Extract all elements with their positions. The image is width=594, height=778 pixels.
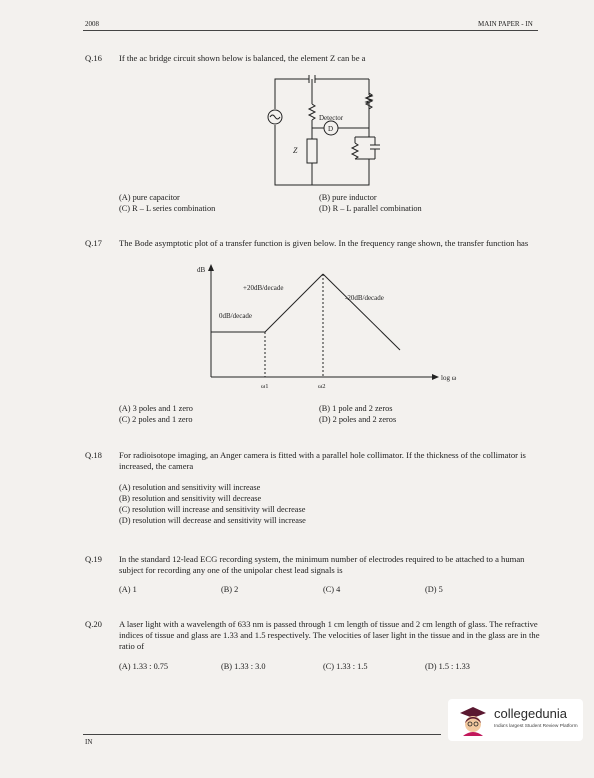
option-d: (D) 5	[425, 585, 443, 594]
question-number: Q.18	[85, 450, 102, 460]
option-c: (C) 4	[323, 585, 341, 594]
question-text: For radioisotope imaging, an Anger camera is fitted with a parallel hole collimator. If the thickness of the collimator is increased, the camera	[119, 450, 526, 471]
header-rule	[83, 30, 538, 31]
option-a: (A) 3 poles and 1 zero	[119, 404, 193, 413]
option-d: (D) 2 poles and 2 zeros	[319, 415, 397, 424]
option-a: (A) pure capacitor	[119, 193, 180, 202]
option-a: (A) 1.33 : 0.75	[119, 662, 169, 671]
logo-tagline: India's largest Student Review Platform	[494, 724, 578, 729]
option-d: (D) R – L parallel combination	[319, 204, 422, 213]
option-c: (C) 1.33 : 1.5	[323, 662, 368, 671]
option-c: (C) resolution will increase and sensitivity will decrease	[119, 505, 306, 514]
bode-plot-figure	[195, 262, 485, 397]
option-a: (A) 1	[119, 585, 137, 594]
question-text: The Bode asymptotic plot of a transfer function is given below. In the frequency range shown, the transfer function has	[119, 238, 529, 248]
header-paper: MAIN PAPER - IN	[478, 20, 533, 28]
bridge-circuit-figure	[255, 73, 395, 193]
header-year: 2008	[85, 20, 99, 28]
option-a: (A) resolution and sensitivity will increase	[119, 483, 261, 492]
question-text: A laser light with a wavelength of 633 nm is passed through 1 cm length of tissue and 2 cm length of glass. The refractive indices of tissue and glass are 1.33 and 1.5 respectively. The velocities of laser light in the tissue and in the glass are in the ratio of	[119, 619, 540, 651]
graduate-mascot-icon	[458, 705, 488, 737]
option-b: (B) resolution and sensitivity will decrease	[119, 494, 262, 503]
y-axis-label: dB	[197, 266, 206, 274]
question-text: If the ac bridge circuit shown below is balanced, the element Z can be a	[119, 53, 366, 63]
logo-name: collegedunia	[494, 706, 568, 721]
omega1-label: ω1	[261, 383, 269, 390]
footer-rule	[83, 734, 441, 735]
option-b: (B) 2	[221, 585, 239, 594]
question-number: Q.19	[85, 554, 102, 564]
footer-code: IN	[85, 738, 93, 746]
question-number: Q.17	[85, 238, 102, 248]
rise-slope-label: +20dB/decade	[243, 284, 284, 292]
option-b: (B) pure inductor	[319, 193, 377, 202]
question-text: In the standard 12-lead ECG recording system, the minimum number of electrodes required to be attached to a human subject for recording any one of the unipolar chest lead signals is	[119, 554, 525, 575]
option-d: (D) 1.5 : 1.33	[425, 662, 470, 671]
option-d: (D) resolution will decrease and sensitivity will increase	[119, 516, 306, 525]
option-b: (B) 1.33 : 3.0	[221, 662, 266, 671]
fall-slope-label: -20dB/decade	[345, 294, 384, 302]
question-number: Q.20	[85, 619, 102, 629]
option-b: (B) 1 pole and 2 zeros	[319, 404, 393, 413]
z-label: Z	[293, 146, 298, 155]
x-axis-label: log ω	[441, 374, 457, 382]
option-c: (C) R – L series combination	[119, 204, 216, 213]
flat-slope-label: 0dB/decade	[219, 312, 253, 320]
option-c: (C) 2 poles and 1 zero	[119, 415, 193, 424]
detector-label: Detector	[319, 114, 344, 122]
omega2-label: ω2	[318, 383, 326, 390]
question-number: Q.16	[85, 53, 102, 63]
detector-symbol: D	[328, 125, 334, 133]
